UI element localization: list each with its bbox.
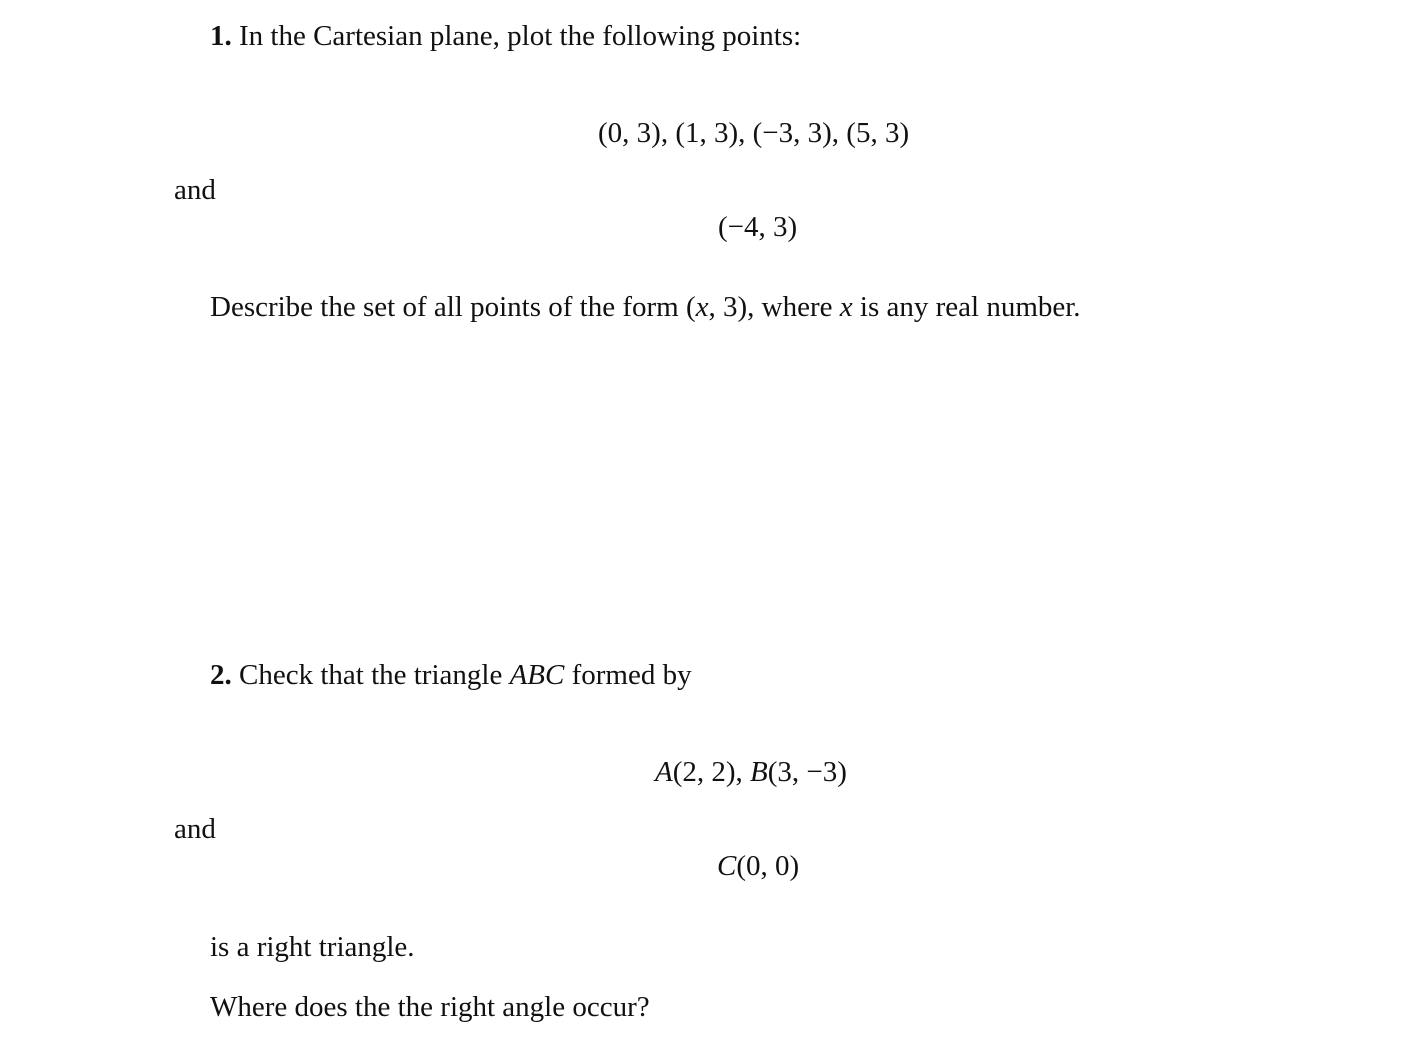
point-b-coords: (3, −3) [767, 756, 847, 788]
problem-2-number: 2. [210, 659, 232, 691]
problem-1-intro: In the Cartesian plane, plot the following points: [239, 20, 802, 52]
problem-1-number: 1. [210, 20, 232, 52]
points-list: (0, 3), (1, 3), (−3, 3), (5, 3) [598, 117, 910, 149]
point-a-coords: (2, 2), [672, 756, 751, 788]
problem-2-points-ab [655, 754, 847, 790]
problem-1-last-point [718, 209, 797, 245]
problem-1-connector: and [174, 174, 216, 206]
question-start: Describe the set of all points of the form [210, 291, 686, 323]
point-b-label: B [750, 756, 768, 788]
problem-1-points-equation [598, 115, 909, 151]
problem-2-question: Where does the the right angle occur? [210, 991, 650, 1023]
problem-2-connector: and [174, 813, 216, 845]
question-end: is any real number. [852, 291, 1081, 323]
question-mid: , where [747, 291, 840, 323]
problem-2-statement: is a right triangle. [210, 931, 415, 963]
point-c-label: C [717, 850, 737, 882]
triangle-name: ABC [509, 659, 565, 691]
question-var: x [839, 291, 853, 323]
problem-2-point-c [717, 848, 799, 884]
problem-2-intro-start: Check that the triangle [239, 659, 510, 691]
problem-2-intro-end: formed by [564, 659, 692, 691]
point-c-coords: (0, 0) [736, 850, 800, 882]
problem-2-heading [210, 657, 692, 693]
problem-1-question [210, 289, 1081, 325]
problem-1-heading [210, 18, 801, 54]
question-form: (x, 3) [685, 291, 748, 323]
last-point: (−4, 3) [718, 211, 798, 243]
point-a-label: A [655, 756, 673, 788]
